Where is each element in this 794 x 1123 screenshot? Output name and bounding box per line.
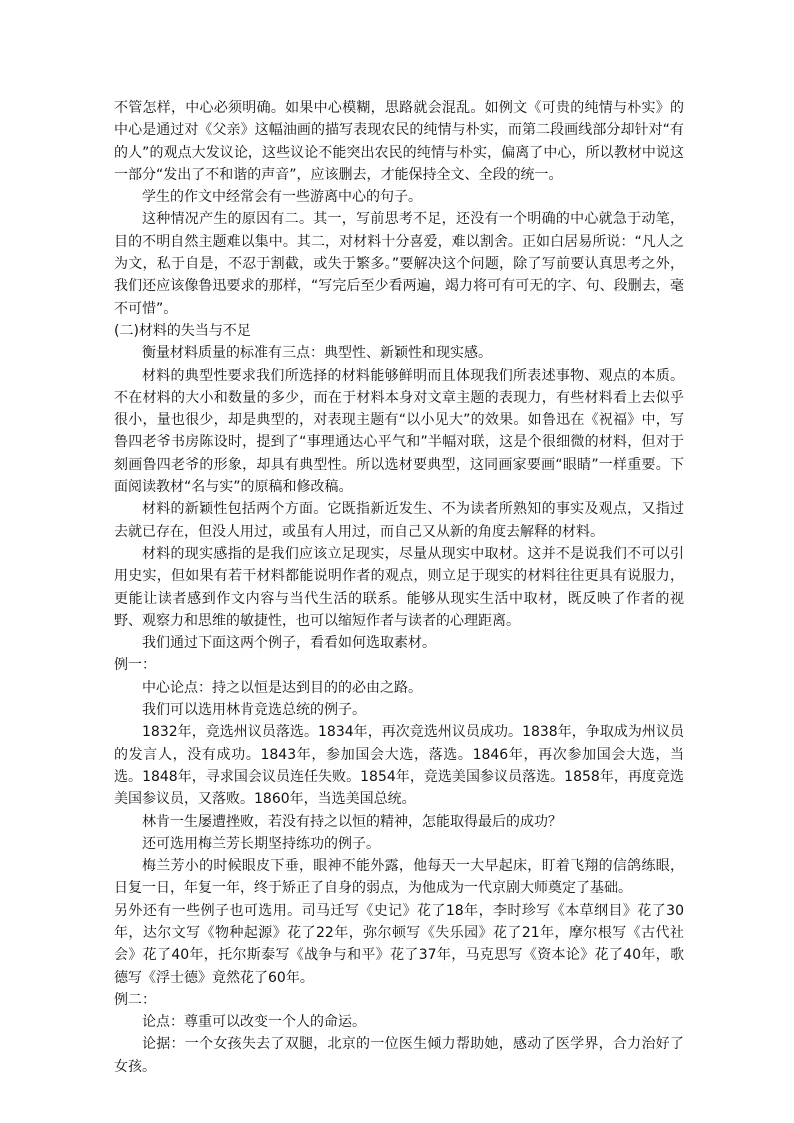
paragraph: 我们通过下面这两个例子，看看如何选取素材。 [142,635,436,652]
paragraph: 论据：一个女孩失去了双腿，北京的一位医生倾力帮助她，感动了医学界，合力治好了女孩。 [114,1036,684,1075]
paragraph: 林肯一生屡遭挫败，若没有持之以恒的精神，怎能取得最后的成功？ [142,813,562,830]
example-label: 例二： [114,991,156,1008]
paragraph: 1832年，竞选州议员落选。1834年，再次竞选州议员成功。1838年，争取成为州议员的发言人，没有成功。1843年，参加国会大选，落选。1846年，再次参加国会大选，当选。1848年，寻求国会议员连任失败。1854年，竞选美国参议员落选。1858年，再度竞选美国参议员，又落败。1860年，当选美国总统。 [114,724,684,808]
paragraph: 中心论点：持之以恒是达到目的的必由之路。 [142,679,422,696]
paragraph: 另外还有一些例子也可选用。司马迁写《史记》花了18年，李时珍写《本草纲目》花了30年，达尔文写《物种起源》花了22年，弥尔顿写《失乐园》花了21年，摩尔根写《古代社会》花了40年，托尔斯泰写《战争与和平》花了37年，马克思写《资本论》花了40年，歌德写《浮士德》竟然花了60年。 [114,902,684,986]
document-body [114,97,684,1078]
paragraph: 材料的新颖性包括两个方面。它既指新近发生、不为读者所熟知的事实及观点，又指过去就已存在，但没人用过，或虽有人用过，而自己又从新的角度去解释的材料。 [114,501,684,540]
paragraph: 还可选用梅兰芳长期坚持练功的例子。 [142,835,380,852]
paragraph: 材料的现实感指的是我们应该立足现实，尽量从现实中取材。这并不是说我们不可以引用史实，但如果有若干材料都能说明作者的观点，则立足于现实的材料往往更具有说服力，更能让读者感到作文内容与当代生活的联系。能够从现实生活中取材，既反映了作者的视野、观察力和思维的敏捷性，也可以缩短作者与读者的心理距离。 [114,545,684,629]
paragraph: 学生的作文中经常会有一些游离中心的句子。 [142,189,422,206]
paragraph: 材料的典型性要求我们所选择的材料能够鲜明而且体现我们所表述事物、观点的本质。不在材料的大小和数量的多少，而在于材料本身对文章主题的表现力，有些材料看上去似乎很小，量也很少，却是典型的，对表现主题有“以小见大”的效果。如鲁迅在《祝福》中，写鲁四老爷书房陈设时，提到了“事理通达心平气和”半幅对联，这是个很细微的材料，但对于刻画鲁四老爷的形象，却具有典型性。所以选材要典型，这同画家要画“眼睛”一样重要。下面阅读教材“名与实”的原稿和修改稿。 [114,367,684,496]
section-heading: (二)材料的失当与不足 [114,322,251,339]
paragraph: 我们可以选用林肯竞选总统的例子。 [142,702,366,719]
paragraph: 衡量材料质量的标准有三点：典型性、新颖性和现实感。 [142,345,492,362]
paragraph: 不管怎样，中心必须明确。如果中心模糊，思路就会混乱。如例文《可贵的纯情与朴实》的中心是通过对《父亲》这幅油画的描写表现农民的纯情与朴实，而第二段画线部分却针对“有的人”的观点大发议论，这些议论不能突出农民的纯情与朴实，偏离了中心，所以教材中说这一部分“发出了不和谐的声音”，应该删去，才能保持全文、全段的统一。 [114,100,684,183]
paragraph: 梅兰芳小的时候眼皮下垂，眼神不能外露，他每天一大早起床，盯着飞翔的信鸽练眼，日复一日，年复一年，终于矫正了自身的弱点，为他成为一代京剧大师奠定了基础。 [114,858,684,897]
paragraph: 论点：尊重可以改变一个人的命运。 [142,1014,366,1031]
paragraph: 这种情况产生的原因有二。其一，写前思考不足，还没有一个明确的中心就急于动笔，目的不明自然主题难以集中。其二，对材料十分喜爱，难以割舍。正如白居易所说：“凡人之为文，私于自是，不忍于割截，或失于繁多。”要解决这个问题，除了写前要认真思考之外，我们还应该像鲁迅要求的那样，“写完后至少看两遍，竭力将可有可无的字、句、段删去，毫不可惜”。 [114,211,684,317]
example-label: 例一： [114,657,156,674]
